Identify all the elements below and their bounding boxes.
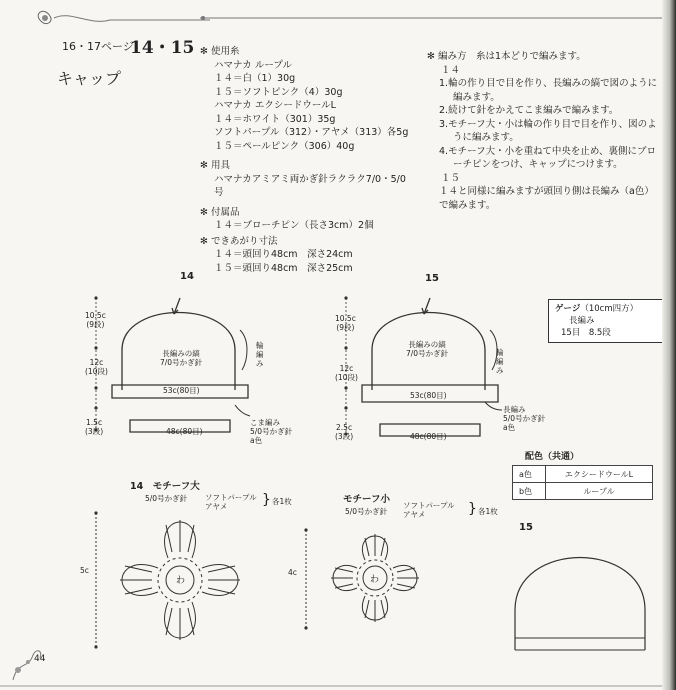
tools-line: ハマナカアミアミ両かぎ針ラクラク7/0・5/0号 <box>214 173 406 198</box>
instruction-line: 3.モチーフ大・小は輪の作り目で目を作り、図のよ <box>439 118 657 130</box>
pattern-number: 14・15 <box>130 38 195 58</box>
page-title: キャップ <box>57 69 122 88</box>
cap14-label: 14 <box>180 271 194 282</box>
gauge-unit: （10cm四方） <box>580 304 639 314</box>
gauge-box <box>548 299 666 343</box>
instruction-line: １５ <box>441 172 461 184</box>
color-table-title: 配色（共通） <box>525 452 580 462</box>
bullet-icon: ✻ <box>200 160 211 171</box>
size-line: １５＝頭回り48cm 深さ25cm <box>214 262 353 274</box>
footer-rule <box>0 684 676 690</box>
bullet-icon: ✻ <box>200 46 211 57</box>
cap15-side-label: 輪編み <box>496 348 504 375</box>
materials-line: １４＝ホワイト（301）35g <box>214 113 336 125</box>
materials-line: １５＝ペールピンク（306）40g <box>214 140 355 152</box>
instruction-line: 編みます。 <box>453 91 500 103</box>
cap15-dim-top: 10.5c (9段) <box>335 314 356 332</box>
motif-large-qty: 各1枚 <box>272 497 292 506</box>
motif-small-hook: 5/0号かぎ針 <box>345 507 388 516</box>
cap15-sketch <box>505 530 655 660</box>
page-ref: 16・17ページ <box>62 40 134 53</box>
motif-large-yarns: ソフトパープル アヤメ <box>205 493 257 511</box>
book-spine <box>662 0 676 690</box>
motif-large-dim: 5c <box>80 566 89 575</box>
cap14-dim-mid: 12c (10段) <box>85 358 108 376</box>
bullet-icon: ✻ <box>427 51 438 62</box>
size-line: １４＝頭回り48cm 深さ24cm <box>214 249 353 260</box>
cap15-label: 15 <box>425 273 439 284</box>
materials-line: １５＝ソフトピンク（4）30g <box>214 86 343 98</box>
color-yarn: ループル <box>546 483 653 500</box>
size-heading: できあがり寸法 <box>210 235 278 247</box>
page-number: 44 <box>34 654 46 664</box>
cap15-edge: 長編み 5/0号かぎ針 a色 <box>503 405 546 432</box>
color-key: b色 <box>513 483 546 500</box>
gauge-value: 15目 8.5段 <box>561 328 611 338</box>
motif-large-center: わ <box>176 576 186 586</box>
materials-line: １４＝白（1）30g <box>214 73 296 84</box>
cap14-dim-top: 10.5c (9段) <box>85 311 106 329</box>
bullet-icon: ✻ <box>200 235 211 247</box>
motif-small-qty: 各1枚 <box>478 507 498 516</box>
brace-icon: } <box>262 492 271 508</box>
instructions-section <box>427 50 663 212</box>
instruction-line: １４ <box>441 64 461 76</box>
cap14-stitch: 長編みの縞 7/0号かぎ針 <box>160 349 203 367</box>
color-key: a色 <box>513 466 546 483</box>
instruction-line: ーチピンをつけ、キャップにつけます。 <box>453 159 623 170</box>
color-yarn: エクシードウールL <box>546 466 653 483</box>
materials-section <box>200 45 415 275</box>
cap15-sketch-label: 15 <box>519 522 533 533</box>
header-rule <box>200 14 670 24</box>
accessories-heading: 付属品 <box>210 206 240 218</box>
motif-small-yarns: ソフトパープル アヤメ <box>403 501 455 519</box>
instruction-line: 1.輪の作り目で目を作り、長編みの縞で図のように <box>439 78 658 89</box>
cap14-band-count: 53c(80目) <box>163 386 200 395</box>
cap14-dim-bot: 1.5c (3段) <box>85 418 104 436</box>
cap15-band-count: 53c(80目) <box>410 391 447 400</box>
cap14-base-count: 48c(80目) <box>166 427 203 436</box>
cap14-edge: こま編み 5/0号かぎ針 a色 <box>250 418 293 445</box>
motif-small-dim: 4c <box>288 568 297 577</box>
motif-large-hook: 5/0号かぎ針 <box>145 494 188 503</box>
cap15-dim-bot: 2.5c (3段) <box>335 423 354 441</box>
table-row <box>513 466 653 483</box>
instruction-line: で編みます。 <box>439 199 496 211</box>
ornament-top <box>30 8 210 32</box>
gauge-title: ゲージ <box>555 304 581 314</box>
cap15-stitch: 長編みの縞 7/0号かぎ針 <box>406 340 449 358</box>
materials-heading: 使用糸 <box>210 46 240 57</box>
gauge-stitch: 長編み <box>569 316 595 326</box>
motif-small-center: わ <box>370 575 380 585</box>
materials-line: ハマナカ ループル <box>214 59 292 71</box>
instruction-line: うに編みます。 <box>453 132 519 143</box>
materials-line: ハマナカ エクシードウールL <box>214 100 336 111</box>
color-table <box>512 465 653 500</box>
brace-icon: } <box>468 501 477 517</box>
bullet-icon: ✻ <box>200 206 211 218</box>
cap15-dim-mid: 12c (10段) <box>335 364 358 382</box>
instruction-line: 4.モチーフ大・小を重ねて中央を止め、裏側にブロ <box>439 145 656 157</box>
motif-large-heading: 14 モチーフ大 <box>130 481 200 492</box>
instructions-heading: 編み方 糸は1本どりで編みます。 <box>437 51 586 62</box>
materials-line: ソフトパープル（312）・アヤメ（313）各5g <box>214 127 409 138</box>
accessories-line: １４＝ブローチピン（長さ3cm）2個 <box>214 220 374 231</box>
motif-small-heading: モチーフ小 <box>343 494 391 505</box>
tools-heading: 用具 <box>210 160 230 171</box>
instruction-line: 2.続けて針をかえてこま編みで編みます。 <box>439 105 619 116</box>
cap15-base-count: 48c(80目) <box>410 432 447 441</box>
instruction-line: １４と同様に編みますが頭回り側は長編み（a色） <box>439 186 654 197</box>
table-row <box>513 483 653 500</box>
cap14-side-label: 輪編み <box>256 341 264 368</box>
